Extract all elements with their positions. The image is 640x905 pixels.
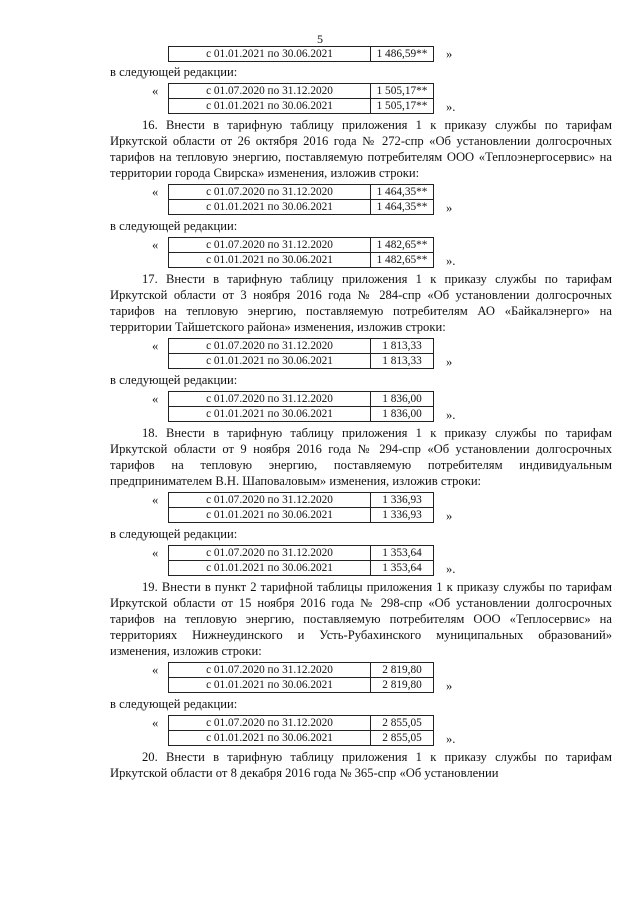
tariff-table [168,391,434,422]
period-cell: с 01.01.2021 по 30.06.2021 [169,678,371,693]
tariff-table [168,715,434,746]
period-cell: с 01.01.2021 по 30.06.2021 [169,407,371,422]
table-row [169,99,434,114]
opening-quote: « [152,663,159,677]
table-row [169,200,434,215]
tariff-value-cell: 2 819,80 [371,663,434,678]
tariff-table-block [110,492,612,524]
table-row [169,407,434,422]
tariff-table-block [110,391,612,423]
paragraph: 16. Внести в тарифную таблицу приложения 1 к приказу службы по тарифам Иркутской области от 26 октября 2016 года № 272-спр «Об установлении долгосрочных тарифов на тепловую энергию, поставляемую потребителям ООО «Теплоэнергосервис» на территории города Свирска» изменения, изложив строки: [110,118,612,180]
paragraph: 20. Внести в тарифную таблицу приложения 1 к приказу службы по тарифам Иркутской области от 8 декабря 2016 года № 365-спр «Об установлении [110,750,612,780]
period-cell: с 01.01.2021 по 30.06.2021 [169,731,371,746]
tariff-table [168,46,434,62]
closing-quote: » [446,509,453,523]
period-cell: с 01.07.2020 по 31.12.2020 [169,716,371,731]
table-row [169,238,434,253]
opening-quote: « [152,493,159,507]
tariff-value-cell: 1 505,17** [371,99,434,114]
table-row [169,678,434,693]
revision-label: в следующей редакции: [110,373,238,387]
opening-quote: « [152,546,159,560]
closing-quote: ». [446,408,456,422]
tariff-table-block [110,338,612,370]
tariff-value-cell: 1 813,33 [371,354,434,369]
tariff-table-block [110,46,612,62]
table-row [169,493,434,508]
closing-quote: » [446,47,453,61]
opening-quote: « [152,339,159,353]
tariff-value-cell: 1 353,64 [371,561,434,576]
tariff-value-cell: 1 836,00 [371,407,434,422]
period-cell: с 01.07.2020 по 31.12.2020 [169,185,371,200]
period-cell: с 01.07.2020 по 31.12.2020 [169,238,371,253]
period-cell: с 01.07.2020 по 31.12.2020 [169,339,371,354]
tariff-table-block [110,184,612,216]
table-row [169,731,434,746]
tariff-value-cell: 1 336,93 [371,508,434,523]
opening-quote: « [152,185,159,199]
tariff-value-cell: 1 464,35** [371,185,434,200]
tariff-table [168,338,434,369]
period-cell: с 01.01.2021 по 30.06.2021 [169,354,371,369]
closing-quote: ». [446,100,456,114]
tariff-value-cell: 1 464,35** [371,200,434,215]
tariff-value-cell: 1 836,00 [371,392,434,407]
table-row [169,561,434,576]
tariff-value-cell: 1 505,17** [371,84,434,99]
table-row [169,339,434,354]
period-cell: с 01.01.2021 по 30.06.2021 [169,47,371,62]
period-cell: с 01.07.2020 по 31.12.2020 [169,493,371,508]
paragraph: 19. Внести в пункт 2 тарифной таблицы приложения 1 к приказу службы по тарифам Иркутской области от 15 ноября 2016 года № 298-спр «Об установлении долгосрочных тарифов на тепловую энергию, поставляемую потребителям ООО «Теплосервис» на территориях Нижнеудинского и Усть-Рубахинского муниципальных образований» изменения, изложив строки: [110,580,612,658]
tariff-value-cell: 2 819,80 [371,678,434,693]
tariff-table-block [110,545,612,577]
tariff-table-block [110,237,612,269]
opening-quote: « [152,392,159,406]
table-row [169,354,434,369]
period-cell: с 01.01.2021 по 30.06.2021 [169,99,371,114]
revision-label: в следующей редакции: [110,219,238,233]
tariff-value-cell: 1 813,33 [371,339,434,354]
period-cell: с 01.07.2020 по 31.12.2020 [169,663,371,678]
period-cell: с 01.01.2021 по 30.06.2021 [169,253,371,268]
table-row [169,185,434,200]
paragraph: 18. Внести в тарифную таблицу приложения 1 к приказу службы по тарифам Иркутской области от 9 ноября 2016 года № 294-спр «Об установлении долгосрочных тарифов на тепловую энергию, поставляемую потребителям индивидуальным предпринимателем В.Н. Шаповаловым» изменения, изложив строки: [110,426,612,488]
tariff-value-cell: 2 855,05 [371,716,434,731]
tariff-table-block [110,662,612,694]
closing-quote: ». [446,562,456,576]
closing-quote: » [446,201,453,215]
tariff-table-block [110,83,612,115]
tariff-value-cell: 1 336,93 [371,493,434,508]
tariff-table [168,662,434,693]
period-cell: с 01.01.2021 по 30.06.2021 [169,508,371,523]
tariff-table [168,83,434,114]
revision-label: в следующей редакции: [110,65,238,79]
table-row [169,392,434,407]
opening-quote: « [152,716,159,730]
table-row [169,253,434,268]
tariff-table-block [110,715,612,747]
tariff-table [168,237,434,268]
opening-quote: « [152,238,159,252]
revision-label: в следующей редакции: [110,527,238,541]
table-row [169,84,434,99]
tariff-table [168,545,434,576]
document-body [110,46,612,781]
tariff-value-cell: 1 482,65** [371,253,434,268]
page-number: 5 [317,32,323,46]
period-cell: с 01.07.2020 по 31.12.2020 [169,84,371,99]
table-row [169,716,434,731]
closing-quote: ». [446,254,456,268]
paragraph: 17. Внести в тарифную таблицу приложения 1 к приказу службы по тарифам Иркутской области от 3 ноября 2016 года № 284-спр «Об установлении долгосрочных тарифов на тепловую энергию, поставляемую потребителям АО «Байкалэнерго» на территории Тайшетского района» изменения, изложив строки: [110,272,612,334]
tariff-table [168,492,434,523]
closing-quote: » [446,679,453,693]
table-row [169,663,434,678]
period-cell: с 01.01.2021 по 30.06.2021 [169,200,371,215]
tariff-table [168,184,434,215]
closing-quote: ». [446,732,456,746]
tariff-value-cell: 2 855,05 [371,731,434,746]
tariff-value-cell: 1 353,64 [371,546,434,561]
period-cell: с 01.07.2020 по 31.12.2020 [169,546,371,561]
tariff-value-cell: 1 482,65** [371,238,434,253]
period-cell: с 01.01.2021 по 30.06.2021 [169,561,371,576]
closing-quote: » [446,355,453,369]
table-row [169,47,434,62]
period-cell: с 01.07.2020 по 31.12.2020 [169,392,371,407]
revision-label: в следующей редакции: [110,697,238,711]
table-row [169,508,434,523]
tariff-value-cell: 1 486,59** [371,47,434,62]
table-row [169,546,434,561]
opening-quote: « [152,84,159,98]
